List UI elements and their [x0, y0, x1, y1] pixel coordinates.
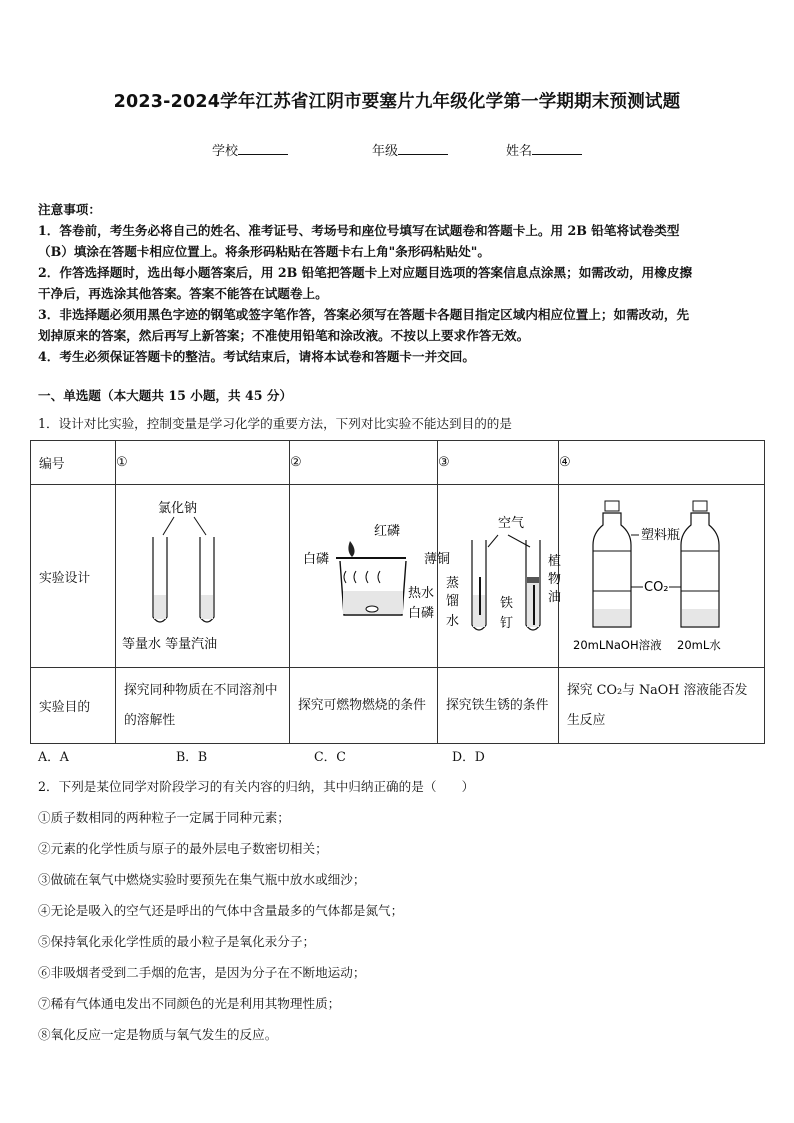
figure-label: 红磷 — [374, 524, 401, 539]
figure-2-cell — [290, 485, 451, 668]
note-line: 2．作答选择题时，选出每小题答案后，用 2B 铅笔把答题卡上对应题目选项的答案信息点涂黑；如需改动，用橡皮擦 — [38, 265, 693, 280]
figure-label: 塑料瓶 — [641, 528, 681, 543]
note-line: （B）填涂在答题卡相应位置上。将条形码粘贴在答题卡右上角"条形码粘贴处"。 — [38, 244, 490, 259]
q1-options — [38, 746, 485, 765]
header-cell: 编号 — [31, 441, 116, 485]
purpose-cell: 探究同种物质在不同溶剂中的溶解性 — [116, 668, 290, 744]
figure-label: 薄铜 — [424, 552, 451, 567]
purpose-cell: 探究 CO₂与 NaOH 溶液能否发生反应 — [559, 668, 765, 744]
list-item: ⑦稀有气体通电发出不同颜色的光是利用其物理性质； — [38, 996, 341, 1011]
q1-stem: 1．设计对比实验，控制变量是学习化学的重要方法，下列对比实验不能达到目的的是 — [38, 416, 512, 431]
header-cell: ④ — [559, 441, 765, 485]
figure-label: 白磷 — [303, 552, 330, 567]
list-item: ⑥非吸烟者受到二手烟的危害，是因为分子在不断地运动； — [38, 965, 366, 980]
combustion-beaker-figure — [290, 485, 451, 663]
school-label: 学校 — [212, 144, 239, 159]
list-item: ①质子数相同的两种粒子一定属于同种元素； — [38, 810, 290, 825]
figure-label: 20mL水 — [677, 638, 721, 652]
grade-label: 年级 — [372, 144, 399, 159]
figure-label: 20mLNaOH溶液 — [573, 638, 662, 652]
note-line: 1．答卷前，考生务必将自己的姓名、准考证号、考场号和座位号填写在试题卷和答题卡上。用 2B 铅笔将试卷类型 — [38, 223, 680, 238]
table-row-design — [31, 485, 765, 668]
list-item: ④无论是吸入的空气还是呼出的气体中含量最多的气体都是氮气； — [38, 903, 404, 918]
grade-field — [372, 140, 448, 159]
purpose-cell: 探究可燃物燃烧的条件 — [290, 668, 438, 744]
figure-label: 空气 — [498, 516, 525, 531]
co2-bottles-figure — [559, 485, 745, 663]
figure-label: 白磷 — [408, 606, 435, 621]
figure-label: 水 — [446, 614, 460, 629]
school-field — [212, 140, 288, 159]
note-line: 3．非选择题必须用黑色字迹的钢笔或签字笔作答，答案必须写在答题卡各题目指定区域内相应位置上；如需改动，先 — [38, 307, 690, 322]
page-title: 2023-2024学年江苏省江阴市要塞片九年级化学第一学期期末预测试题 — [113, 92, 681, 112]
figure-1-cell — [116, 485, 290, 668]
figure-3-cell — [438, 485, 562, 668]
list-item: ⑧氧化反应一定是物质与氧气发生的反应。 — [38, 1027, 278, 1042]
figure-label: 铁 — [500, 596, 514, 611]
figure-label: 等量水 等量汽油 — [122, 637, 218, 652]
section-heading: 一、单选题（本大题共 15 小题，共 45 分） — [38, 388, 293, 403]
header-cell: ③ — [438, 441, 559, 485]
solubility-test-tubes-figure — [116, 485, 289, 663]
purpose-cell: 探究铁生锈的条件 — [438, 668, 559, 744]
name-field — [506, 140, 582, 159]
note-line: 干净后，再选涂其他答案。答案不能答在试题卷上。 — [38, 286, 328, 301]
figure-label: 植 — [548, 554, 562, 569]
figure-label: 蒸 — [446, 576, 460, 591]
option-c[interactable]: C．C — [314, 749, 346, 764]
figure-label: 热水 — [408, 586, 435, 601]
list-item: ⑤保持氧化汞化学性质的最小粒子是氧化汞分子； — [38, 934, 316, 949]
list-item: ②元素的化学性质与原子的最外层电子数密切相关； — [38, 841, 328, 856]
header-cell: ② — [290, 441, 438, 485]
q1-table — [30, 440, 765, 744]
header-cell: ① — [116, 441, 290, 485]
row-label: 实验设计 — [31, 485, 116, 668]
figure-label: 钉 — [500, 616, 514, 631]
figure-4-cell — [559, 485, 765, 668]
row-label: 实验目的 — [31, 668, 116, 744]
figure-label: 油 — [548, 590, 562, 605]
rusting-test-tubes-figure — [438, 485, 562, 663]
option-b[interactable]: B．B — [176, 749, 208, 764]
q2-stem: 2．下列是某位同学对阶段学习的有关内容的归纳，其中归纳正确的是（ ） — [38, 779, 475, 794]
name-label: 姓名 — [506, 144, 533, 159]
note-line: 4．考生必须保证答题卡的整洁。考试结束后，请将本试卷和答题卡一并交回。 — [38, 349, 475, 364]
list-item: ③做硫在氧气中燃烧实验时要预先在集气瓶中放水或细沙； — [38, 872, 366, 887]
figure-label: CO₂ — [644, 580, 669, 595]
option-d[interactable]: D．D — [452, 749, 485, 764]
figure-label: 物 — [548, 572, 562, 587]
notes-heading: 注意事项： — [38, 202, 101, 217]
table-header-row — [31, 441, 765, 485]
table-row-purpose — [31, 668, 765, 744]
option-a[interactable]: A．A — [38, 749, 69, 764]
note-line: 划掉原来的答案，然后再写上新答案；不准使用铅笔和涂改液。不按以上要求作答无效。 — [38, 328, 530, 343]
figure-label: 氯化钠 — [158, 501, 198, 516]
figure-label: 馏 — [446, 594, 460, 609]
